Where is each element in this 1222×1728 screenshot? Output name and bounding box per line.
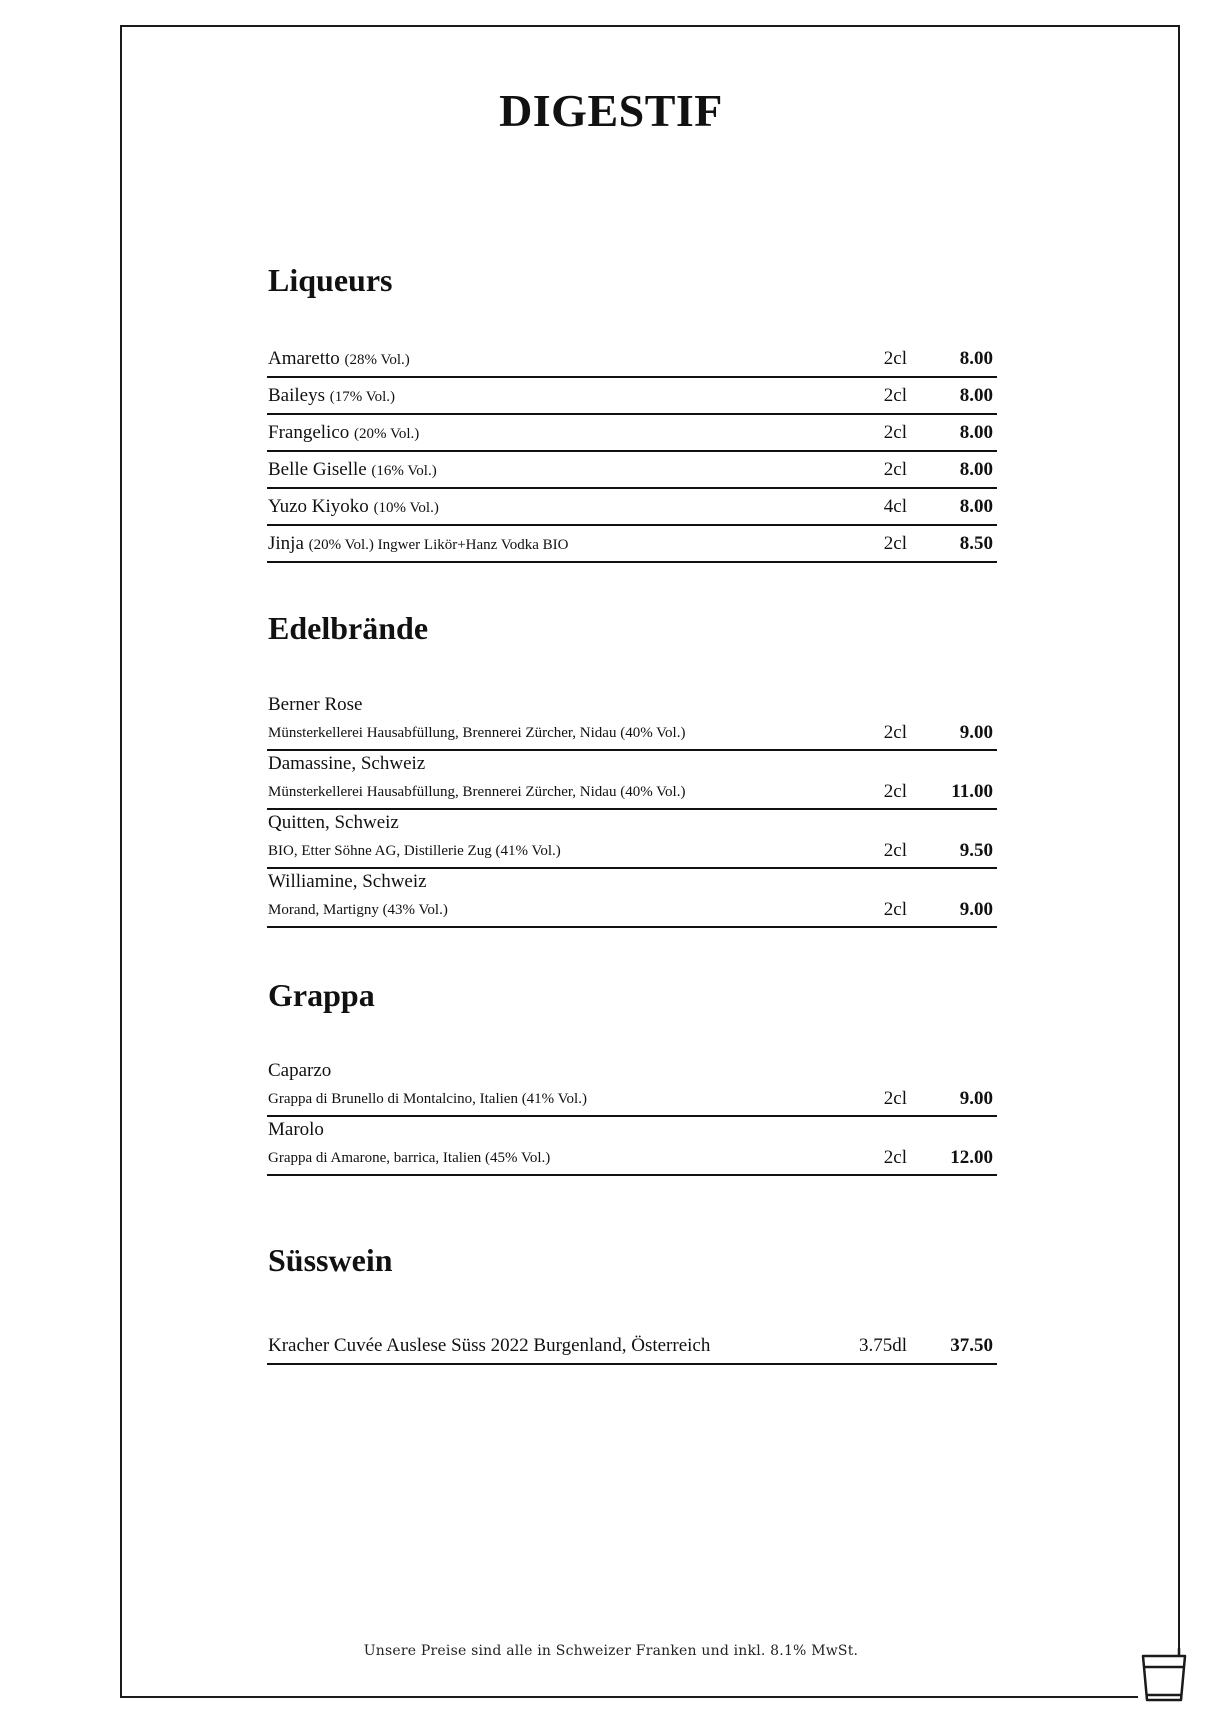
item-price: 12.00 [950,1147,993,1168]
menu-item-row [267,452,997,489]
item-volume: 2cl [883,1088,907,1109]
section-title-suesswein: Süsswein [268,1242,393,1278]
item-name: Caparzo [268,1060,332,1081]
item-name: Jinja [268,533,304,554]
item-volume: 3.75dl [858,1335,907,1356]
menu-item-row [267,415,997,452]
menu-item-row [267,1058,997,1117]
menu-item-row [267,526,997,563]
item-price: 8.00 [959,422,993,443]
item-price: 11.00 [951,781,993,802]
item-detail: Grappa di Brunello di Montalcino, Italien (41% Vol.) [268,1091,587,1107]
item-detail: BIO, Etter Söhne AG, Distillerie Zug (41% Vol.) [268,843,561,859]
item-name: Kracher Cuvée Auslese Süss 2022 Burgenland, Österreich [268,1335,711,1356]
menu-item-row [267,489,997,526]
item-volume: 2cl [883,722,907,743]
item-name: Williamine, Schweiz [268,871,427,892]
item-detail: (20% Vol.) Ingwer Likör+Hanz Vodka BIO [308,537,569,553]
item-name: Amaretto [268,348,340,369]
item-name: Berner Rose [268,694,363,715]
item-volume: 2cl [883,533,907,554]
item-volume: 2cl [883,781,907,802]
menu-item-row [267,692,997,751]
item-price: 9.00 [959,899,993,920]
item-price: 8.00 [959,385,993,406]
item-volume: 2cl [883,1147,907,1168]
item-name: Marolo [268,1119,324,1140]
item-price: 37.50 [950,1335,993,1356]
menu-item-row [267,341,997,378]
menu-item-row [267,810,997,869]
item-detail: Morand, Martigny (43% Vol.) [268,902,448,918]
menu-item-row [267,1117,997,1176]
item-detail: Münsterkellerei Hausabfüllung, Brennerei Zürcher, Nidau (40% Vol.) [268,784,686,800]
menu-item-row [267,1328,997,1365]
item-name: Yuzo Kiyoko [268,496,369,517]
item-volume: 2cl [883,422,907,443]
item-volume: 2cl [883,840,907,861]
item-detail: (28% Vol.) [344,352,410,368]
item-volume: 2cl [883,459,907,480]
section-title-edelbraende: Edelbrände [268,610,429,646]
item-price: 8.00 [959,459,993,480]
item-price: 9.00 [959,1088,993,1109]
item-price: 8.50 [959,533,993,554]
item-volume: 2cl [883,385,907,406]
item-name: Belle Giselle [268,459,367,480]
item-detail: (17% Vol.) [329,389,396,405]
section-title-grappa: Grappa [268,977,375,1013]
item-name: Damassine, Schweiz [268,753,426,774]
item-price: 8.00 [959,496,993,517]
item-detail: Münsterkellerei Hausabfüllung, Brennerei Zürcher, Nidau (40% Vol.) [268,725,686,741]
glass-icon [1138,1648,1190,1704]
page-title: DIGESTIF [499,85,723,136]
item-name: Frangelico [268,422,350,443]
item-volume: 2cl [883,348,907,369]
item-price: 8.00 [959,348,993,369]
menu-item-row [267,378,997,415]
item-detail: (20% Vol.) [354,426,420,442]
section-title-liqueurs: Liqueurs [268,262,393,298]
item-detail: Grappa di Amarone, barrica, Italien (45% Vol.) [268,1150,551,1166]
item-name: Quitten, Schweiz [268,812,399,833]
item-detail: (16% Vol.) [371,463,437,479]
item-name: Baileys [268,385,325,406]
price-note-footer: Unsere Preise sind alle in Schweizer Franken und inkl. 8.1% MwSt. [363,1643,859,1659]
item-price: 9.00 [959,722,993,743]
menu-item-row [267,751,997,810]
item-price: 9.50 [959,840,993,861]
item-volume: 2cl [883,899,907,920]
item-detail: (10% Vol.) [373,500,439,516]
item-volume: 4cl [883,496,907,517]
menu-item-row [267,869,997,928]
